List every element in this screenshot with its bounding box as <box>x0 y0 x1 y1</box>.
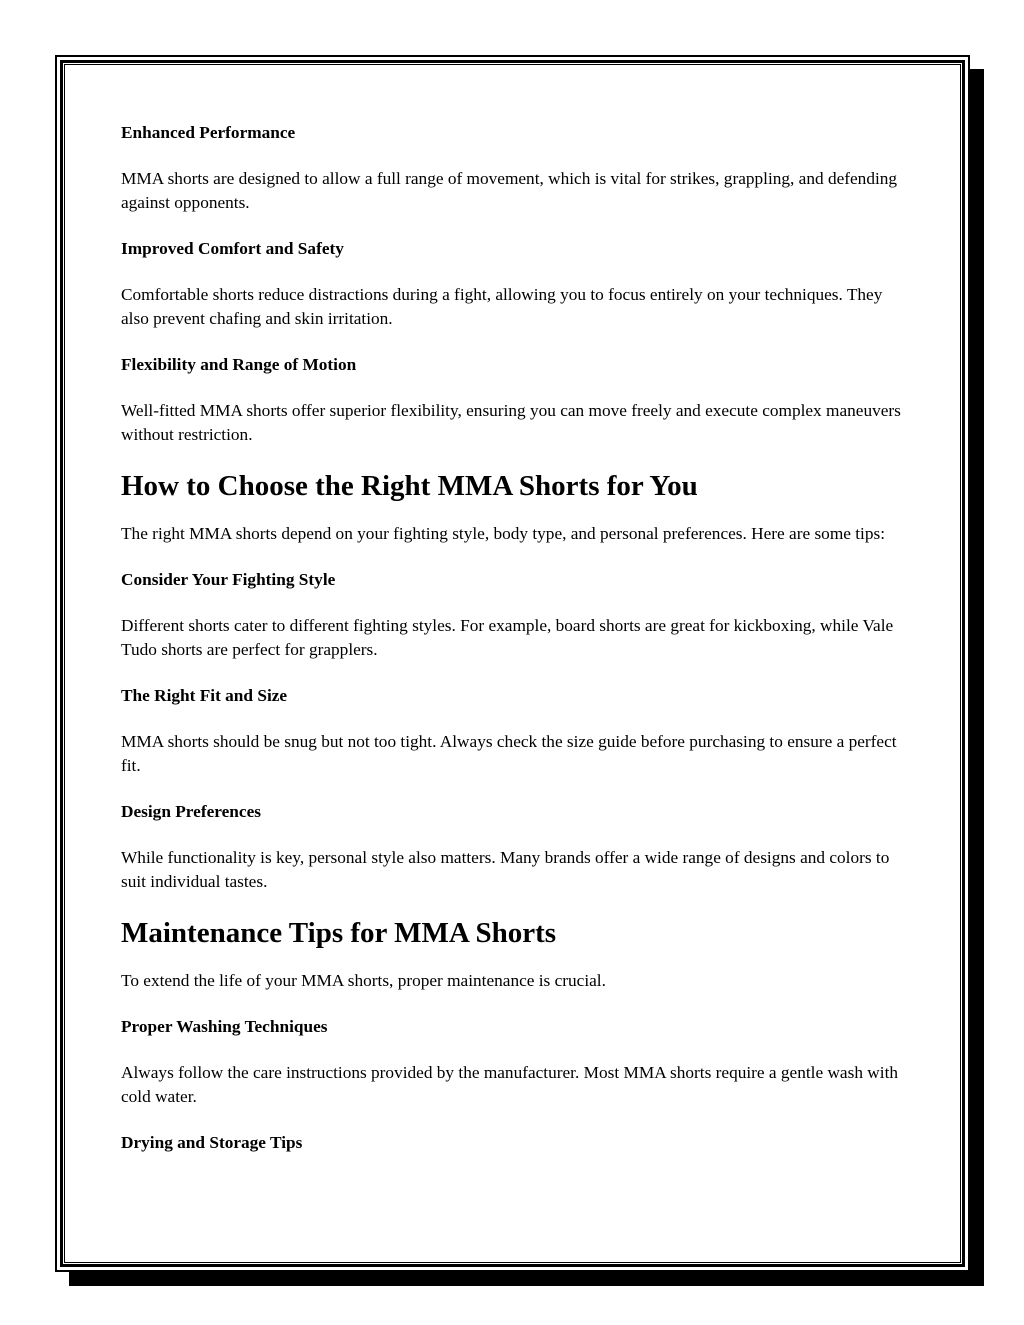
subheading-comfort-safety: Improved Comfort and Safety <box>121 239 344 258</box>
subheading-enhanced-performance: Enhanced Performance <box>121 123 296 142</box>
subheading-fighting-style: Consider Your Fighting Style <box>121 570 336 589</box>
paragraph-fit-size: MMA shorts should be snug but not too tight. Always check the size guide before purchasing to ensure a perfect fit. <box>121 732 897 775</box>
heading-how-to-choose: How to Choose the Right MMA Shorts for You <box>121 470 698 502</box>
subheading-fit-size: The Right Fit and Size <box>121 686 288 705</box>
subheading-flexibility: Flexibility and Range of Motion <box>121 355 357 374</box>
paragraph-how-to-choose: The right MMA shorts depend on your fighting style, body type, and personal preferences. Here are some tips: <box>121 524 886 543</box>
subheading-design-preferences: Design Preferences <box>121 802 261 821</box>
paragraph-design-preferences: While functionality is key, personal style also matters. Many brands offer a wide range of designs and colors to suit individual tastes. <box>121 848 890 891</box>
paragraph-fighting-style: Different shorts cater to different fighting styles. For example, board shorts are great for kickboxing, while Vale Tudo shorts are perfect for grapplers. <box>121 616 894 659</box>
paragraph-maintenance-intro: To extend the life of your MMA shorts, proper maintenance is crucial. <box>121 971 606 990</box>
heading-maintenance-tips: Maintenance Tips for MMA Shorts <box>121 917 557 949</box>
subheading-washing: Proper Washing Techniques <box>121 1017 328 1036</box>
paragraph-flexibility: Well-fitted MMA shorts offer superior flexibility, ensuring you can move freely and execute complex maneuvers without restriction. <box>121 401 901 444</box>
paragraph-comfort-safety: Comfortable shorts reduce distractions during a fight, allowing you to focus entirely on your techniques. They also prevent chafing and skin irritation. <box>121 285 883 328</box>
document-body <box>121 119 901 1155</box>
paragraph-enhanced-performance: MMA shorts are designed to allow a full range of movement, which is vital for strikes, grappling, and defending against opponents. <box>121 169 898 212</box>
paragraph-washing: Always follow the care instructions provided by the manufacturer. Most MMA shorts require a gentle wash with cold water. <box>121 1063 899 1106</box>
subheading-drying-storage: Drying and Storage Tips <box>121 1133 303 1152</box>
